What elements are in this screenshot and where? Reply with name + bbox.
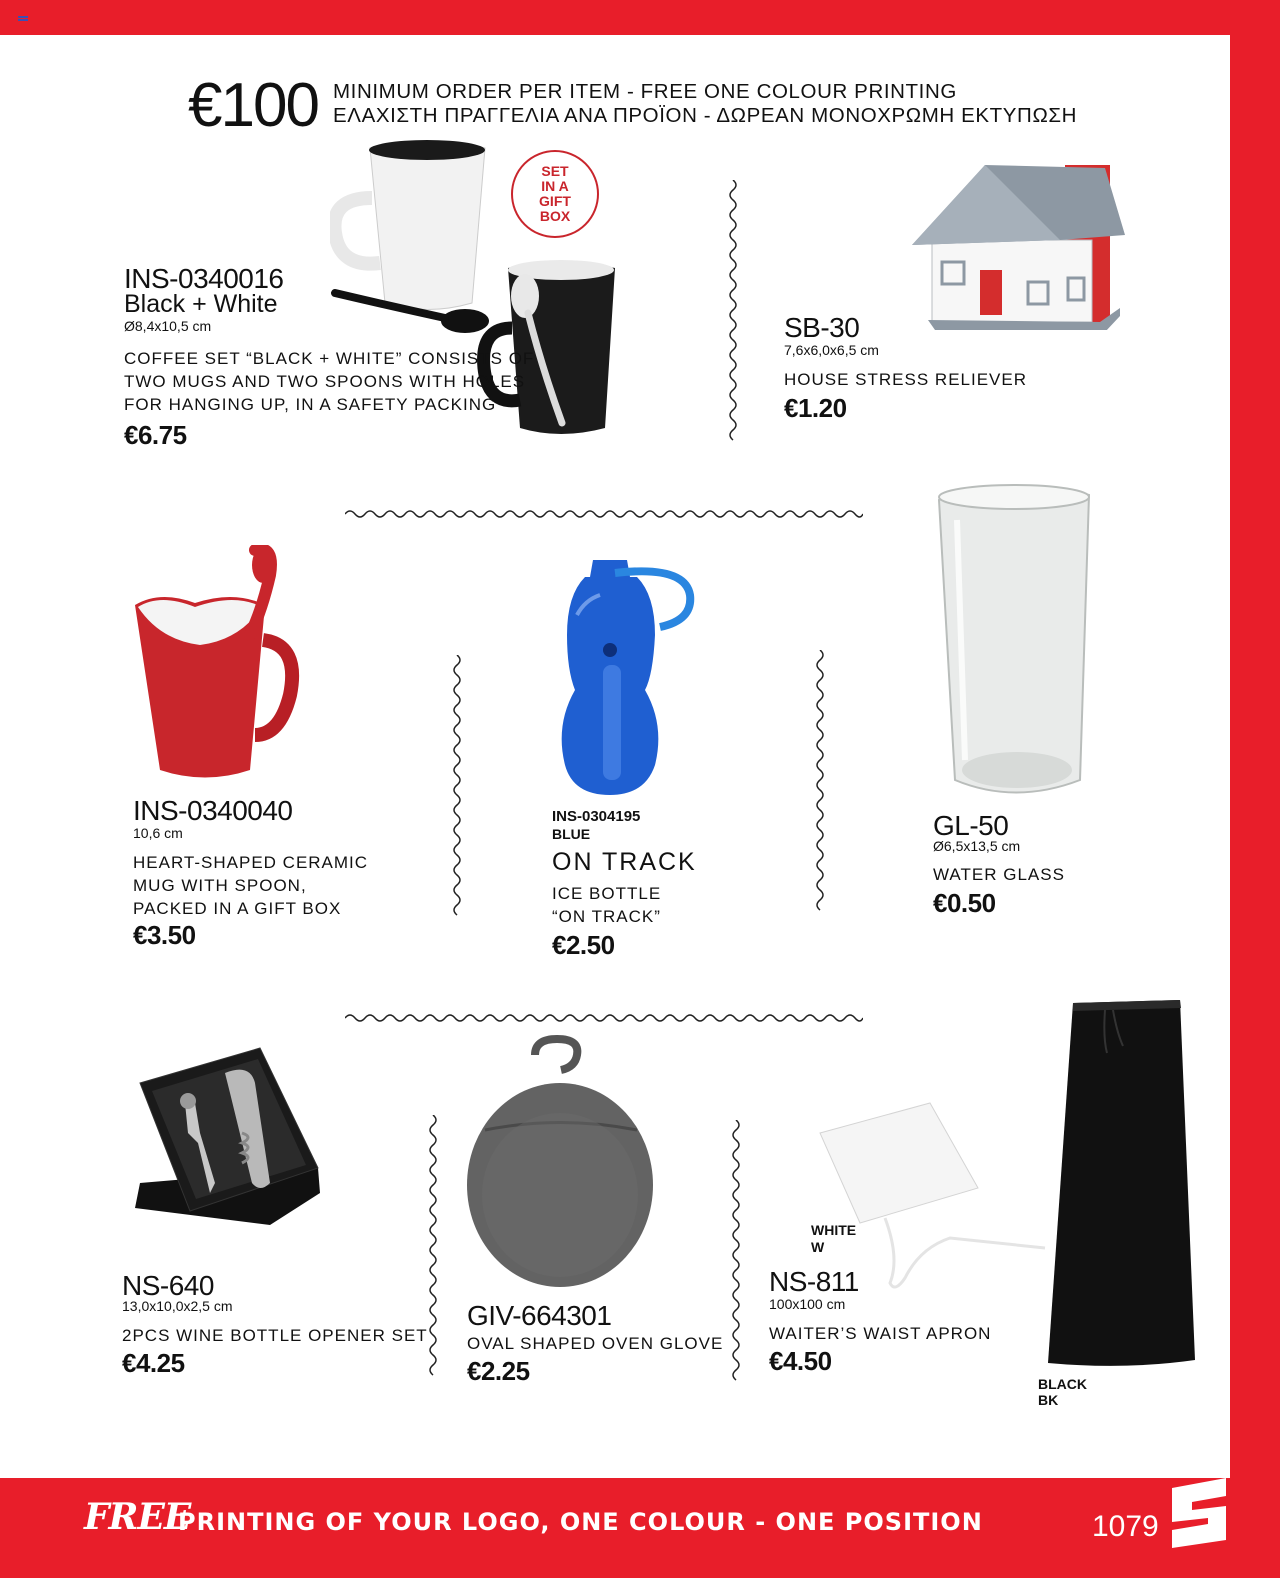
water-glass-image	[935, 480, 1093, 805]
house-stress-reliever-image	[910, 160, 1130, 330]
white-apron-image	[810, 1098, 1050, 1293]
wavy-divider	[725, 180, 741, 448]
footer-slogan: PRINTING OF YOUR LOGO, ONE COLOUR - ONE POSITION	[178, 1508, 983, 1536]
product-price: €3.50	[133, 920, 196, 950]
apron-white-label: WHITE	[811, 1222, 857, 1238]
product-price: €0.50	[933, 888, 996, 918]
wavy-divider	[449, 655, 465, 920]
product-description: WAITER’S WAIST APRON	[769, 1324, 992, 1343]
product-code: SB-30	[784, 312, 860, 343]
wavy-divider	[345, 1010, 863, 1026]
product-price: €4.50	[769, 1346, 832, 1376]
apron-black-code: BK	[1038, 1392, 1059, 1408]
product-name: ON TRACK	[552, 848, 697, 876]
oven-glove-image	[465, 1035, 660, 1290]
product-price: €2.50	[552, 930, 615, 960]
menu-icon	[18, 16, 28, 24]
product-price: €4.25	[122, 1348, 185, 1378]
product-description: WATER GLASS	[933, 865, 1065, 884]
product-code: INS-0304195	[552, 808, 641, 825]
product-dimensions: 13,0x10,0x2,5 cm	[122, 1298, 233, 1314]
product-description: OVAL SHAPED OVEN GLOVE	[467, 1334, 724, 1353]
ice-bottle-image	[555, 555, 700, 800]
product-price: €1.20	[784, 393, 847, 423]
black-apron-image	[1045, 998, 1195, 1373]
gift-box-badge: SET IN A GIFT BOX	[511, 150, 599, 238]
product-dimensions: 100x100 cm	[769, 1296, 846, 1312]
apron-white-code: W	[811, 1239, 825, 1255]
product-description: COFFEE SET “BLACK + WHITE” CONSISTS OF TWO MUGS AND TWO SPOONS WITH HOLES FOR HANGING UP, IN A SAFETY PACKING	[124, 349, 535, 414]
product-name: Black + White	[124, 290, 278, 318]
product-code: GIV-664301	[467, 1300, 612, 1331]
wavy-divider	[345, 506, 863, 522]
wine-opener-set-image	[130, 1043, 325, 1228]
product-dimensions: 7,6x6,0x6,5 cm	[784, 342, 879, 358]
product-code: INS-0340016	[124, 263, 284, 294]
product-price: €6.75	[124, 420, 187, 450]
heart-mug-image	[130, 545, 300, 790]
footer-free-word: FREE	[84, 1496, 191, 1538]
header-line-greek: ΕΛΑΧΙΣΤΗ ΠΡΑΓΓΕΛΙΑ ΑΝΑ ΠΡΟΪΟΝ - ΔΩΡΕΑΝ ΜΟΝΟΧΡΩΜΗ ΕΚΤΥΠΩΣΗ	[333, 104, 1078, 127]
product-color: BLUE	[552, 826, 591, 842]
product-price: €2.25	[467, 1356, 530, 1386]
wavy-divider	[728, 1120, 744, 1388]
product-code: GL-50	[933, 810, 1009, 841]
product-code: NS-640	[122, 1270, 214, 1301]
product-code: INS-0340040	[133, 795, 293, 826]
product-dimensions: 10,6 cm	[133, 825, 183, 841]
product-code: NS-811	[769, 1266, 859, 1297]
apron-black-label: BLACK	[1038, 1376, 1087, 1392]
product-description: 2PCS WINE BOTTLE OPENER SET	[122, 1326, 428, 1345]
product-dimensions: Ø8,4x10,5 cm	[124, 318, 212, 334]
product-description: HOUSE STRESS RELIEVER	[784, 370, 1028, 389]
product-description: HEART-SHAPED CERAMIC MUG WITH SPOON, PACKED IN A GIFT BOX	[133, 853, 369, 918]
product-description: ICE BOTTLE “ON TRACK”	[552, 884, 662, 926]
brand-logo-icon	[1168, 1478, 1230, 1548]
page-number: 1079	[1092, 1510, 1159, 1543]
header-line-english: MINIMUM ORDER PER ITEM - FREE ONE COLOUR PRINTING	[333, 80, 957, 103]
wavy-divider	[812, 650, 828, 915]
product-dimensions: Ø6,5x13,5 cm	[933, 838, 1021, 854]
minimum-order-price: €100	[188, 71, 318, 140]
